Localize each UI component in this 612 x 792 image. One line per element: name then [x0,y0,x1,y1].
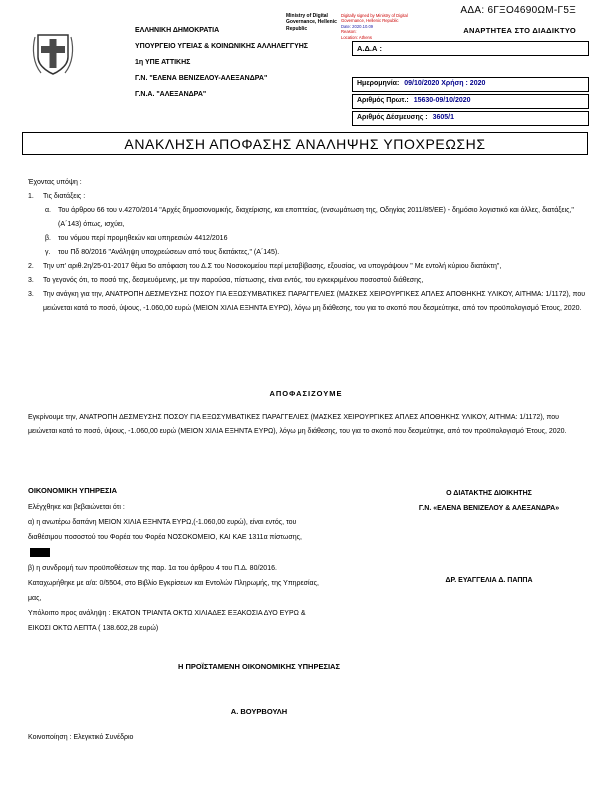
org-line-hospital-2: Γ.Ν.Α. "ΑΛΕΞΑΝΔΡΑ" [135,91,207,98]
financial-point-a: α) η ανωτέρω δαπάνη ΜΕΙΟΝ ΧΙΛΙΑ ΕΞΗΝΤΑ ΕΥΡΩ,(-1.060,00 ευρώ), είναι εντός, του διαθέσιμου ποσοστού του Φορέα του Φορέα ΝΟΣΟΚΟΜΕΙΟ, ΚΑΙ ΚΑΕ 1311α πίστωσης, [28,519,302,541]
redaction-box [30,548,50,557]
item-text: του νόμου περί προμηθειών και υπηρεσιών 4412/2016 [58,235,228,242]
stamp-reason: Reason: [341,29,357,35]
item-number: α. [45,207,51,214]
item-number: 3. [28,277,34,284]
digital-signature-stamp [286,13,424,40]
preamble [28,176,588,316]
commitment-label: Αριθμός Δέσμευσης : [357,114,428,121]
item-text: Του άρθρου 66 του ν.4270/2014 "Αρχές δημοσιονομικής, διαχείρισης, και εποπτείας, (ενσωμάτωση της, Οδηγίας 2011/85/ΕΕ) - δημόσιο λογιστικό και άλλες, διατάξεις," (Α΄143) όπως, ισχύει, [58,207,574,228]
item-number: β. [45,235,51,242]
document-title-box [22,132,588,155]
decision-paragraph: Εγκρίνουμε την, ΑΝΑΤΡΟΠΗ ΔΕΣΜΕΥΣΗΣ ΠΟΣΟΥ ΓΙΑ ΕΞΩΣΥΜΒΑΤΙΚΕΣ ΠΑΡΑΓΓΕΛΙΕΣ (ΜΑΣΚΕΣ ΧΕΙΡΟΥΡΓΙΚΕΣ ΑΠΛΕΣ ΑΠΟΘΗΚΗΣ ΥΛΙΚΟΥ, ΑΙΤΗΜΑ: 1/1172), που μειώνεται κατά το ποσό, ύψους, -1.060,00 ευρώ (ΜΕΙΟΝ ΧΙΛΙΑ ΕΞΗΝΤΑ ΕΥΡΩ), λόγω μη διάθεσης, του για το σκοπό που δεσμεύτηκε, από τον προϋπολογισμό Έτους, 2020. [28,414,567,435]
financial-registered: Καταχωρήθηκε με α/α: 0/5504, στο Βιβλίο Εγκρίσεων και Εντολών Πληρωμής, της Υπηρεσίας, μας, [28,580,319,602]
stamp-signed-by: Digitally signed by Ministry of Digital Governance, Hellenic Republic [341,13,408,24]
financial-point-b: β) η συνδρομή των προϋποθέσεων της παρ. 1α του άρθρου 4 του Π.Δ. 80/2016. [28,565,277,572]
orderer-block [388,486,590,588]
financial-check-block [28,500,328,636]
protocol-label: Αριθμός Πρωτ.: [357,97,409,104]
preamble-subitem [28,246,588,260]
org-line-region: 1η ΥΠΕ ΑΤΤΙΚΗΣ [135,59,191,66]
internet-posting-notice: ΑΝΑΡΤΗΤΕΑ ΣΤΟ ΔΙΑΔΙΚΤΥΟ [463,26,576,35]
commitment-number-box [352,111,589,126]
preamble-item [28,190,588,204]
commitment-value: 3605/1 [432,114,455,121]
ada-field-box [352,41,589,56]
date-value: 09/10/2020 Χρήση : 2020 [404,80,486,87]
protocol-value: 15630-09/10/2020 [413,97,471,104]
financial-service-heading: ΟΙΚΟΝΟΜΙΚΗ ΥΠΗΡΕΣΙΑ [28,486,118,495]
item-number: 1. [28,193,34,200]
preamble-subitem [28,232,588,246]
item-text: Τις διατάξεις : [43,193,86,200]
item-text: Την ανάγκη για την, ΑΝΑΤΡΟΠΗ ΔΕΣΜΕΥΣΗΣ ΠΟΣΟΥ ΓΙΑ ΕΞΩΣΥΜΒΑΤΙΚΕΣ ΠΑΡΑΓΓΕΛΙΕΣ (ΜΑΣΚΕΣ ΧΕΙΡΟΥΡΓΙΚΕΣ ΑΠΛΕΣ ΑΠΟΘΗΚΗΣ ΥΛΙΚΟΥ, ΑΙΤΗΜΑ: 1/1172), που μειώνεται κατά το ποσό, ύψους, -1.060,00 ευρώ (ΜΕΙΟΝ ΧΙΛΙΑ ΕΞΗΝΤΑ ΕΥΡΩ), λόγω μη διάθεσης, του για το σκοπό που δεσμεύτηκε, από τον προϋπολογισμό Έτους, 2020. [43,291,586,312]
decision-heading: ΑΠΟΦΑΣΙΖΟΥΜΕ [269,389,343,398]
orderer-hospital: Γ.Ν. «ΕΛΕΝΑ ΒΕΝΙΖΕΛΟΥ & ΑΛΕΞΑΝΔΡΑ» [418,505,560,512]
stamp-signature-details [341,13,421,40]
item-number: 2. [28,263,34,270]
org-line-hospital-1: Γ.Ν. "ΕΛΕΝΑ ΒΕΝΙΖΕΛΟΥ-ΑΛΕΞΑΝΔΡΑ" [135,75,268,82]
org-line-republic: ΕΛΛΗΝΙΚΗ ΔΗΜΟΚΡΑΤΙΑ [135,27,220,34]
ada-field-label: Α.Δ.Α : [357,44,382,53]
protocol-number-box [352,94,589,109]
finance-head-signature-name: Α. ΒΟΥΡΒΟΥΛΗ [230,707,288,716]
finance-head-signature-title: Η ΠΡΟΪΣΤΑΜΕΝΗ ΟΙΚΟΝΟΜΙΚΗΣ ΥΠΗΡΕΣΙΑΣ [178,662,340,671]
distribution-note: Κοινοποίηση : Ελεγκτικό Συνέδριο [28,734,134,741]
item-text: Το γεγονός ότι, το ποσό της, δεσμευόμενης, με την παρούσα, πίστωσης, είναι εντός, του εγκεκριμένου ποσοστού διάθεσης, [43,277,424,284]
preamble-intro: Έχοντας υπόψη : [28,179,82,186]
preamble-item [28,260,588,274]
date-usage-box [352,77,589,92]
financial-check-intro: Ελέγχθηκε και βεβαιώνεται ότι : [28,504,125,511]
orderer-name: ΔΡ. ΕΥΑΓΓΕΛΙΑ Δ. ΠΑΠΠΑ [445,577,533,584]
org-line-ministry: ΥΠΟΥΡΓΕΙΟ ΥΓΕΙΑΣ & ΚΟΙΝΩΝΙΚΗΣ ΑΛΛΗΛΕΓΓΥΗΣ [135,43,309,50]
ada-number: ΑΔΑ: 6ΓΞΟ4690ΩΜ-Γ5Ξ [460,5,576,16]
item-number: 3. [28,291,34,298]
issuing-authority-block [135,27,308,107]
greek-coat-of-arms-icon [31,31,75,79]
item-text: Την υπ' αριθ.2η/25-01-2017 θέμα 5ο απόφαση του Δ.Σ του Νοσοκομείου περί μεταβίβασης, εξουσίας, να υπογράψουν " Με εντολή κύριου διατάκτη", [43,263,502,270]
preamble-item [28,288,588,316]
stamp-authority: Ministry of Digital Governance, Hellenic Republic [286,13,337,32]
item-number: γ. [45,249,51,256]
preamble-subitem [28,204,588,232]
date-label: Ημερομηνία: [357,80,400,87]
stamp-location: Location: Athens [341,34,372,40]
orderer-title: Ο ΔΙΑΤΑΚΤΗΣ ΔΙΟΙΚΗΤΗΣ [446,490,532,497]
stamp-date: Date: 2020.10.09 [341,23,374,29]
item-text: του Πδ 80/2016 "Ανάληψη υποχρεώσεων από τους διατάκτες," (Α΄145). [58,249,280,256]
document-title: ΑΝΑΚΛΗΣΗ ΑΠΟΦΑΣΗΣ ΑΝΑΛΗΨΗΣ ΥΠΟΧΡΕΩΣΗΣ [124,135,486,152]
financial-balance: Υπόλοιπο προς ανάληψη : ΕΚΑΤΟΝ ΤΡΙΑΝΤΑ ΟΚΤΩ ΧΙΛΙΑΔΕΣ ΕΞΑΚΟΣΙΑ ΔΥΟ ΕΥΡΩ & ΕΙΚΟΣΙ ΟΚΤΩ ΛΕΠΤΑ ( 138.602,28 ευρώ) [28,610,306,632]
preamble-item [28,274,588,288]
